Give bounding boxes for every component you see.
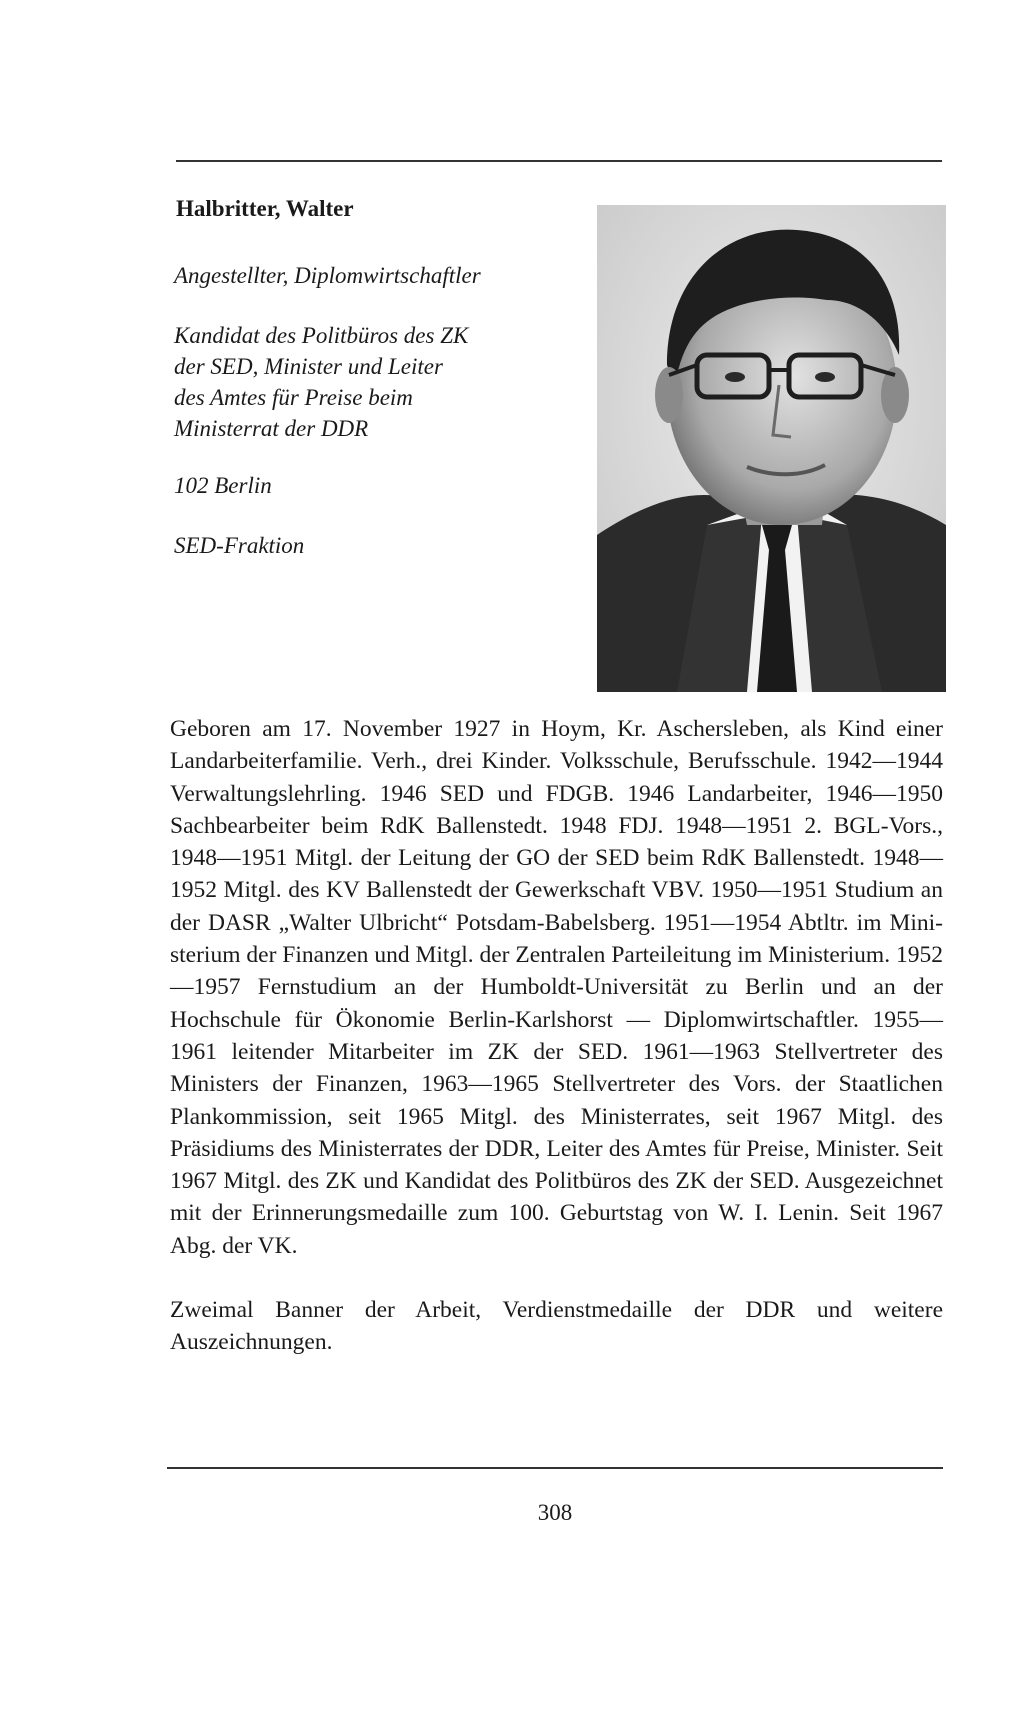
position-line: Kandidat des Politbüros des ZK <box>174 323 469 348</box>
entry-faction: SED-Fraktion <box>174 533 305 558</box>
position-line: des Amtes für Preise beim <box>174 385 413 410</box>
position-line: der SED, Minister und Leiter <box>174 354 443 379</box>
bottom-rule <box>167 1467 943 1469</box>
entry-profession: Angestellter, Diplomwirtschaftler <box>174 263 481 288</box>
entry-position <box>174 320 468 444</box>
page-number: 308 <box>537 1500 573 1525</box>
entry-name: Halbritter, Walter <box>176 196 354 221</box>
biography-text: Geboren am 17. November 1927 in Hoym, Kr. Aschersleben, als Kind einer Landarbeiterfamilie. Verh., drei Kinder. Volksschule, Berufsschule. 1942—1944 Verwaltungslehrling. 1946 SED und FDGB. 1946 Landarbeiter, 1946—1950 Sachbearbeiter beim RdK Ballenstedt. 1948 FDJ. 1948—1951 2. BGL-Vors., 1948—1951 Mitgl. der Leitung der GO der SED beim RdK Ballenstedt. 1948—1952 Mitgl. des KV Ballenstedt der Gewerkschaft VBV. 1950—1951 Studium an der DASR „Walter Ulbricht“ Potsdam-Babelsberg. 1951—1954 Abtltr. im Ministerium der Finanzen und Mitgl. der Zentralen Parteileitung im Ministerium. 1952—1957 Fernstudium an der Humboldt-Universität zu Berlin und an der Hochschule für Ökonomie Berlin-Karlshorst — Diplomwirtschaftler. 1955—1961 leitender Mitarbeiter im ZK der SED. 1961—1963 Stellvertreter des Ministers der Finanzen, 1963—1965 Stellvertreter des Vors. der Staatlichen Plankommission, seit 1965 Mitgl. des Ministerrates, seit 1967 Mitgl. des Präsidiums des Ministerrates der DDR, Leiter des Amtes für Preise, Minister. Seit 1967 Mitgl. des ZK und Kandidat des Politbüros des ZK der SED. Ausgezeichnet mit der Erinnerungsmedaille zum 100. Geburtstag von W. I. Lenin. Seit 1967 Abg. der VK. <box>170 716 943 1259</box>
entry-address: 102 Berlin <box>174 473 272 498</box>
portrait-photo <box>597 205 946 692</box>
awards-text: Zweimal Banner der Arbeit, Verdienstmedaille der DDR und weitere Auszeichnungen. <box>170 1297 943 1356</box>
position-line: Ministerrat der DDR <box>174 416 369 441</box>
top-rule <box>176 160 942 162</box>
portrait-illustration <box>597 205 946 692</box>
